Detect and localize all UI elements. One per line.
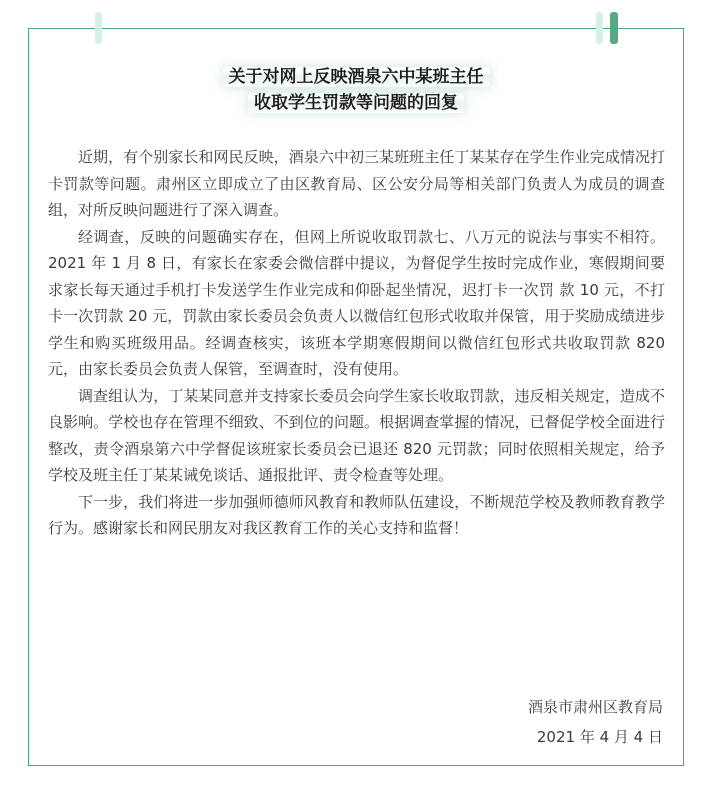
decorative-tab-right-dark	[610, 12, 618, 44]
paragraph-1: 近期，有个别家长和网民反映，酒泉六中初三某班班主任丁某某存在学生作业完成情况打卡罚款等问题。肃州区立即成立了由区教育局、区公安分局等相关部门负责人为成员的调查组，对所反映问题进行了深入调查。	[48, 148, 665, 219]
signature-date: 2021 年 4 月 4 日	[536, 728, 663, 746]
document-body	[48, 144, 665, 542]
paragraph-2: 经调查，反映的问题确实存在，但网上所说收取罚款七、八万元的说法与事实不相符。2021 年 1 月 8 日，有家长在家委会微信群中提议，为督促学生按时完成作业，寒假期间要求家长每天通过手机打卡发送学生作业完成和仰卧起坐情况，迟打卡一次罚 款 10 元，不打卡一次罚款 20 元，罚款由家长委员会负责人以微信红包形式收取并保管，用于奖励成绩进步学生和购买班级用品。经调查核实，该班本学期寒假期间以微信红包形式共收取罚款 820 元，由家长委员会负责人保管，至调查时，没有使用。	[48, 227, 665, 378]
decorative-tab-left	[95, 12, 102, 44]
paragraph-4: 下一步，我们将进一步加强师德师风教育和教师队伍建设，不断规范学校及教师教育教学行为。感谢家长和网民朋友对我区教育工作的关心支持和监督！	[48, 492, 665, 537]
page-title	[28, 64, 684, 116]
paragraph-3: 调查组认为，丁某某同意并支持家长委员会向学生家长收取罚款，违反相关规定，造成不良影响。学校也存在管理不细致、不到位的问题。根据调查掌握的情况，已督促学校全面进行整改，责令酒泉第六中学督促该班家长委员会已退还 820 元罚款；同时依照相关规定，给予学校及班主任丁某某诫免谈话、通报批评、责令检查等处理。	[48, 386, 665, 484]
title-line-1: 关于对网上反映酒泉六中某班主任	[28, 64, 684, 90]
decorative-tab-right-light	[596, 12, 603, 44]
signature-org: 酒泉市肃州区教育局	[527, 698, 663, 716]
signature-block	[528, 692, 663, 752]
title-line-2: 收取学生罚款等问题的回复	[28, 90, 684, 116]
